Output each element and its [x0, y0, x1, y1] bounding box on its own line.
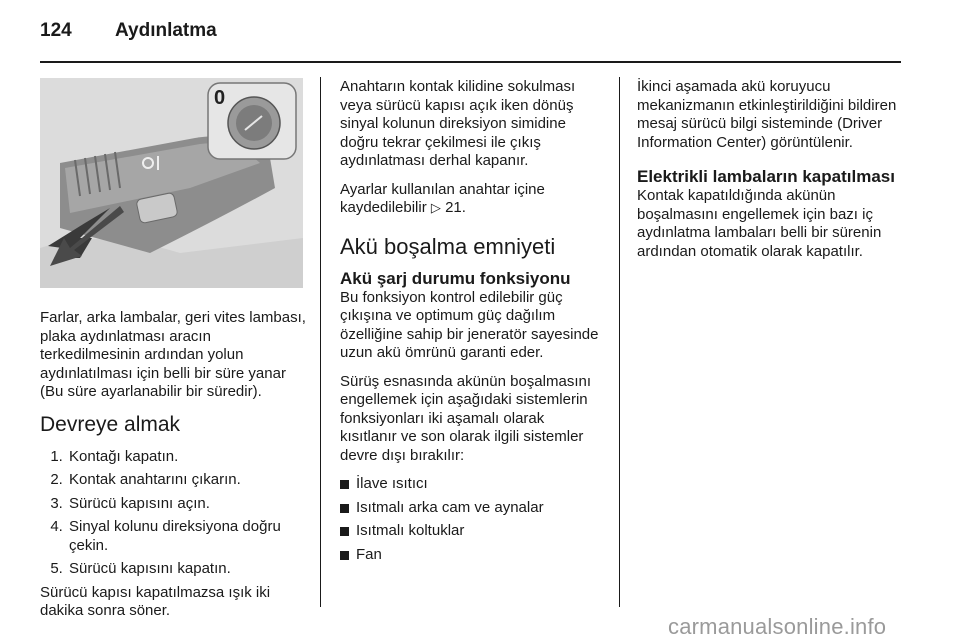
- intro-paragraph: Farlar, arka lambalar, geri vites lambası, plaka aydınlatması aracın terkedilmesinin ardından yolun aydınlatılması için belli bir süre yanar (Bu süre ayarlanabilir bir süredir).: [40, 309, 306, 400]
- bullet-square-icon: [340, 551, 349, 560]
- paragraph-restrictions: Sürüş esnasında akünün boşalmasını engellemek için aşağıdaki sistemlerin fonksiyonları iki aşamalı olarak kısıtlanır ve son olarak ilgili sistemler devre dışı bırakılır:: [340, 372, 591, 464]
- step-item: 1. Kontağı kapatın.: [67, 448, 308, 467]
- paragraph-generator: Bu fonksiyon kontrol edilebilir güç çıkışına ve optimum güç dağılım özelliğine sahip bir jeneratör sayesinde uzun akü ömrünü garanti eder.: [340, 288, 599, 361]
- bullet-square-icon: [340, 527, 349, 536]
- step-item: 5. Sürücü kapısını kapatın.: [67, 560, 308, 579]
- outro-paragraph: Sürücü kapısı kapatılmazsa ışık iki dakika sonra söner.: [40, 583, 271, 619]
- bullet-square-icon: [340, 480, 349, 489]
- step-item: 2. Kontak anahtarını çıkarın.: [67, 471, 308, 490]
- column-1: [40, 78, 308, 631]
- bullet-square-icon: [340, 504, 349, 513]
- list-item: [340, 522, 605, 541]
- heading-devreye-almak: Devreye almak: [40, 412, 181, 436]
- watermark: carmanualsonline.info: [668, 614, 887, 639]
- header-divider: [40, 61, 901, 63]
- column-divider-2: [619, 77, 620, 607]
- steps-list: [40, 448, 308, 579]
- heading-battery-protection: Akü boşalma emniyeti: [340, 233, 556, 259]
- settings-text: Ayarlar kullanılan anahtar içine kaydedilebilir: [340, 180, 545, 216]
- list-item-text: Isıtmalı koltuklar: [356, 522, 465, 539]
- column-3: [637, 78, 905, 271]
- column-divider-1: [320, 77, 321, 607]
- figure-label: 0: [214, 87, 226, 109]
- paragraph-driver-info: İkinci aşamada akü koruyucu mekanizmanın etkinleştirildiğini bildiren mesaj sürücü bilgi sisteminde (Driver Information Center) görüntülenir.: [637, 78, 897, 151]
- restricted-systems-list: [340, 475, 605, 564]
- list-item: [340, 475, 605, 494]
- paragraph-settings: [340, 181, 605, 218]
- page-number: 124: [40, 20, 72, 41]
- reference-triangle-icon: ▷: [430, 200, 441, 215]
- list-item-text: İlave ısıtıcı: [356, 475, 428, 492]
- list-item-text: Isıtmalı arka cam ve aynalar: [356, 498, 544, 516]
- list-item: [340, 499, 605, 518]
- column-2: [340, 78, 605, 569]
- subheading-charge-function: Akü şarj durumu fonksiyonu: [340, 268, 571, 288]
- paragraph-lamps-auto-off: Kontak kapatıldığında akünün boşalmasını engellemek için bazı iç aydınlatma lambaları belli bir sürenin ardından otomatik olarak kapatılır.: [637, 187, 882, 260]
- paragraph-exit-lighting-off: Anahtarın kontak kilidine sokulması veya sürücü kapısı açık iken dönüş sinyal kolunun direksiyon simidine doğru tekrar çekilmesi ile çıkış aydınlatması derhal kapanır.: [340, 78, 576, 169]
- heading-electric-lamps-off: Elektrikli lambaların kapatılması: [637, 167, 895, 186]
- step-item: 3. Sürücü kapısını açın.: [67, 495, 308, 514]
- step-item: 4. Sinyal kolunu direksiyona doğru çekin.: [67, 518, 308, 555]
- lever-drawing: [40, 78, 303, 288]
- page-title: Aydınlatma: [115, 20, 217, 41]
- settings-page-ref[interactable]: 21.: [445, 199, 466, 216]
- turn-signal-lever-illustration: [40, 78, 303, 288]
- list-item: [340, 546, 605, 565]
- list-item-text: Fan: [356, 545, 382, 563]
